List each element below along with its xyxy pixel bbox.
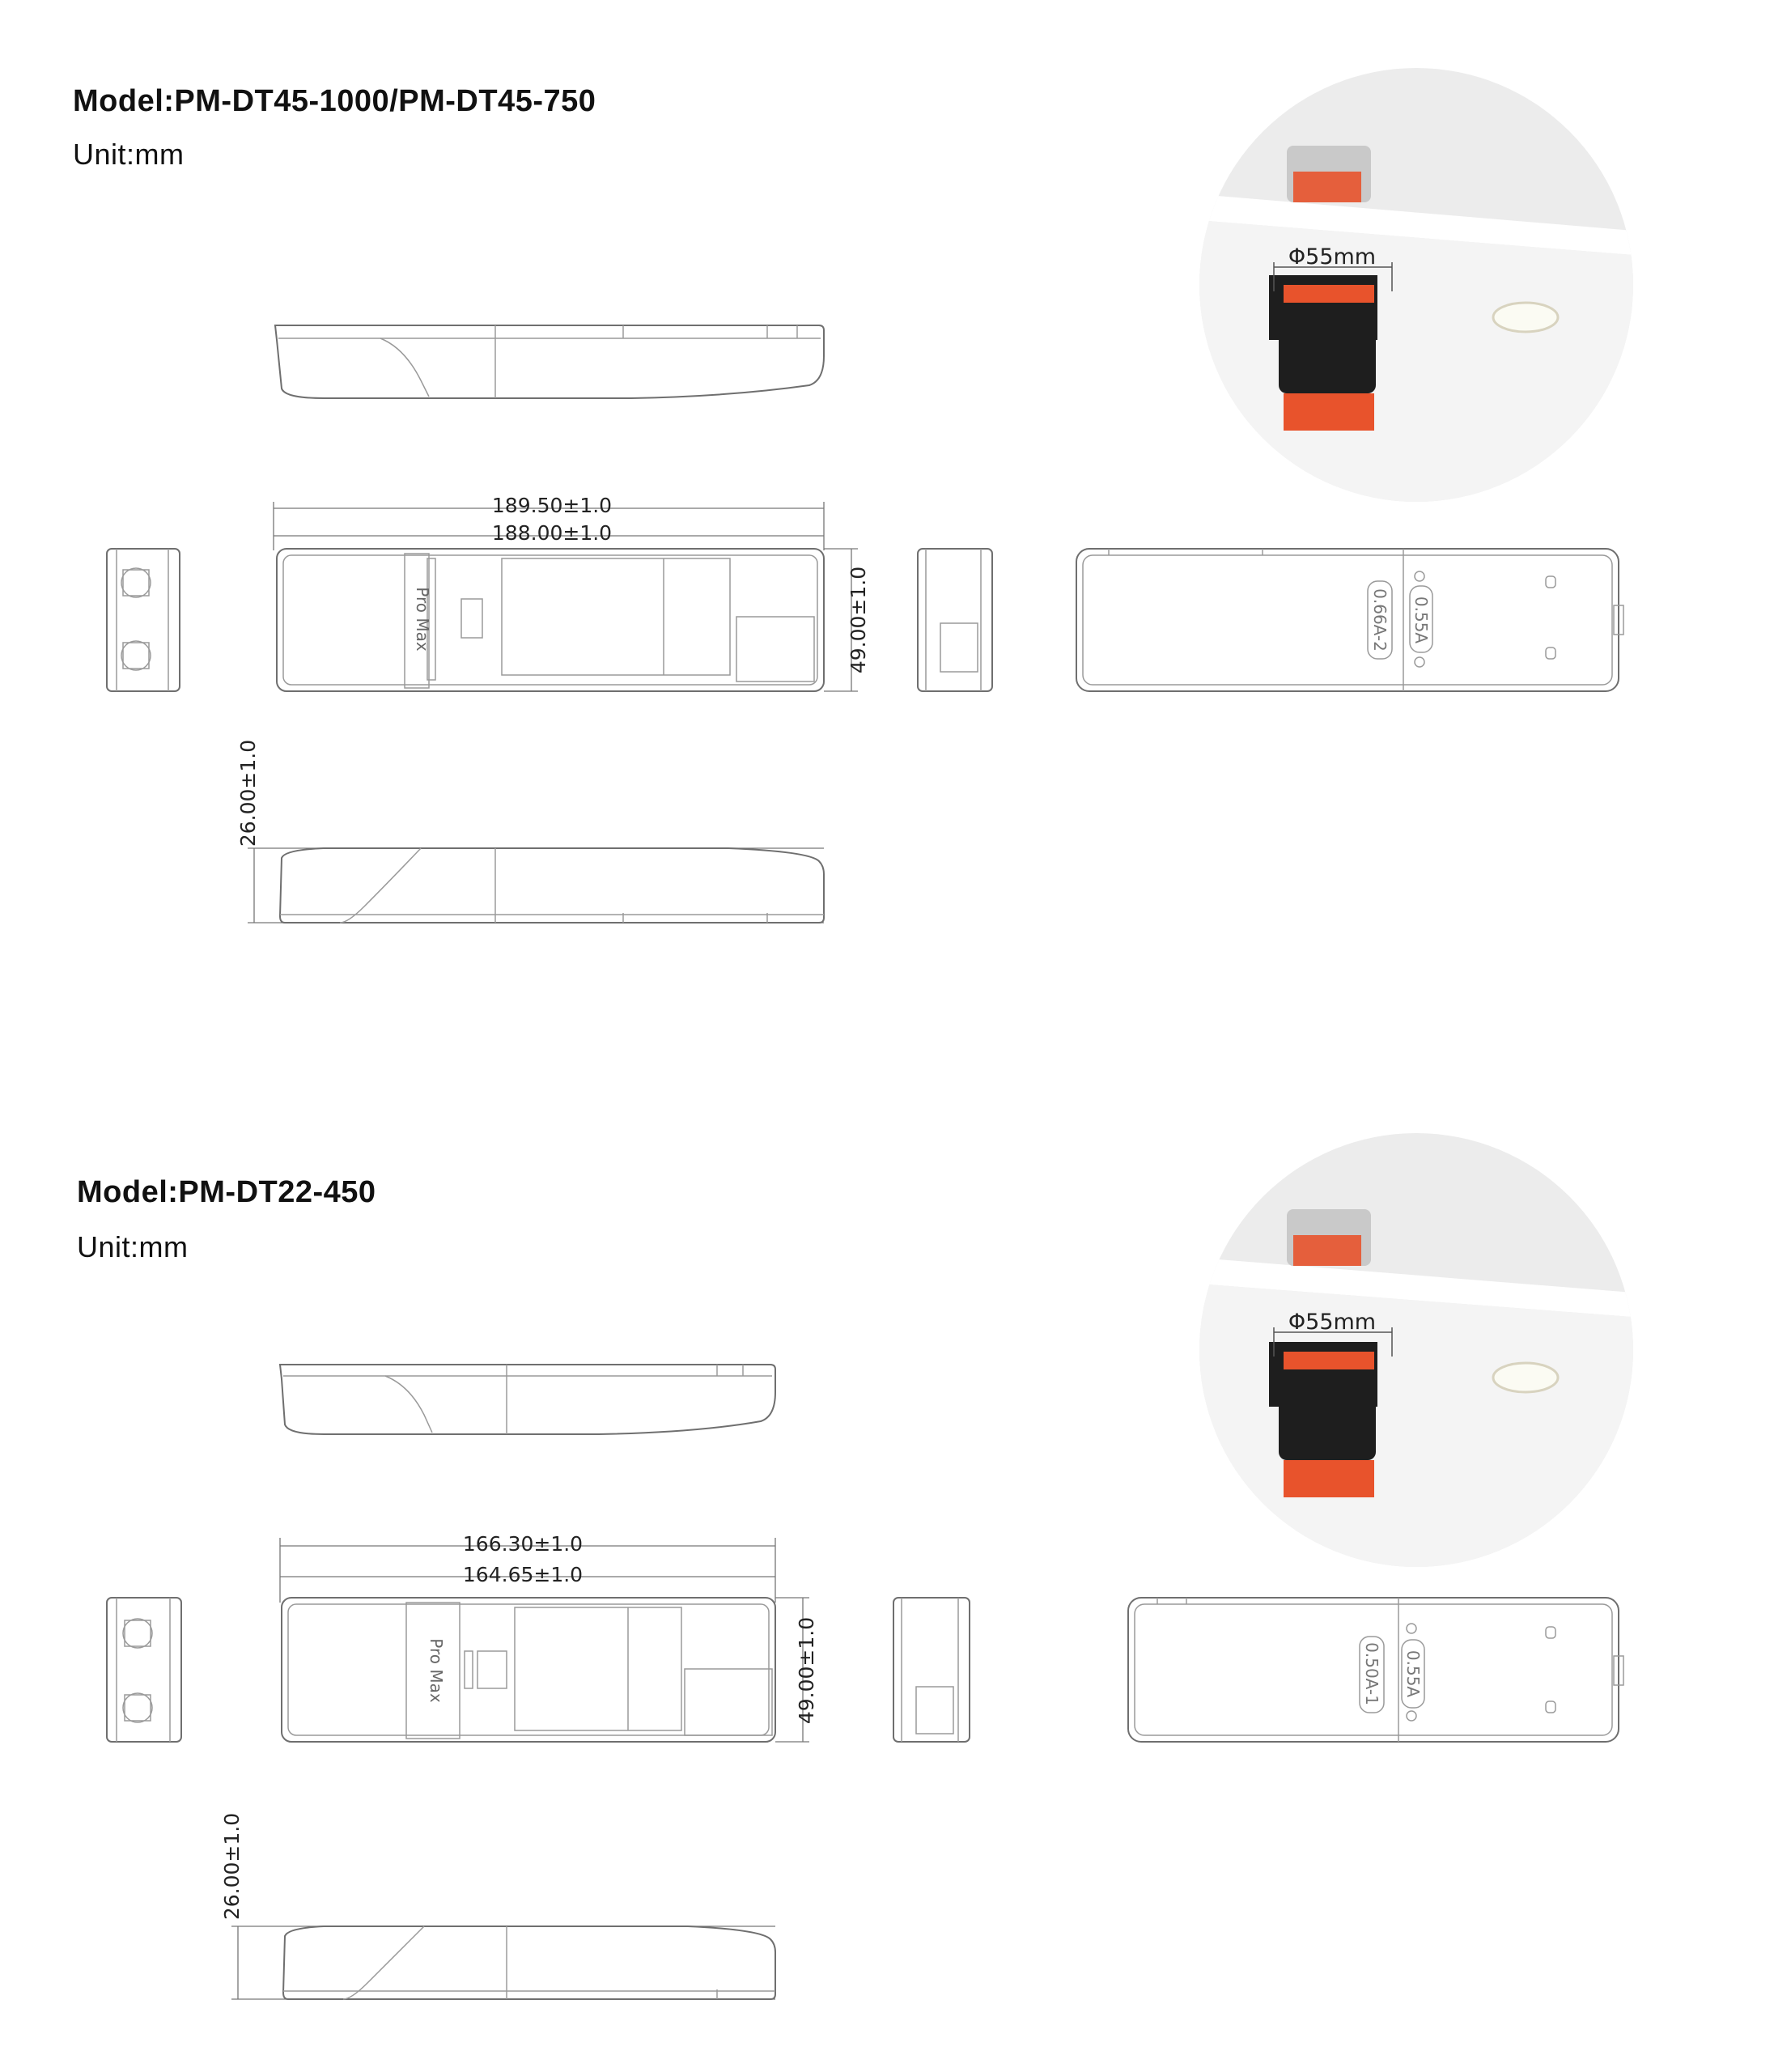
end-view-right: [918, 549, 992, 691]
length-inner-label: 188.00±1.0: [491, 521, 613, 545]
width-label: 49.00±1.0: [847, 566, 870, 674]
end-view-left: [107, 1598, 181, 1742]
model-title: Model:PM-DT22-450: [77, 1175, 376, 1209]
vertical-label-2: 0.66A-2: [1370, 588, 1390, 652]
end-view-right: [893, 1598, 970, 1742]
installation-illustration: [1198, 68, 1643, 502]
height-dimension: [231, 1926, 775, 1999]
end-view-left: [107, 549, 180, 691]
vertical-label-1: 0.55A: [1403, 1650, 1423, 1698]
side-view-top: [280, 1365, 775, 1434]
side-view-bottom: [283, 1926, 775, 1999]
length-outer-label: 166.30±1.0: [462, 1532, 584, 1556]
top-view: [282, 1598, 775, 1742]
height-dimension: [248, 848, 824, 923]
unit-label: Unit:mm: [73, 138, 185, 171]
brand-logo-text: Pro Max: [413, 587, 432, 652]
length-outer-label: 189.50±1.0: [491, 494, 613, 517]
top-view: [277, 549, 824, 691]
hole-diameter-label: Φ55mm: [1288, 244, 1377, 270]
height-label: 26.00±1.0: [220, 1812, 244, 1921]
height-label: 26.00±1.0: [236, 739, 260, 847]
bottom-view: [1128, 1598, 1623, 1742]
model-title: Model:PM-DT45-1000/PM-DT45-750: [73, 84, 596, 118]
brand-logo-text: Pro Max: [427, 1638, 446, 1703]
vertical-label-2: 0.50A-1: [1362, 1642, 1381, 1705]
unit-label: Unit:mm: [77, 1230, 189, 1263]
length-inner-label: 164.65±1.0: [462, 1563, 584, 1586]
width-label: 49.00±1.0: [795, 1616, 818, 1725]
technical-drawing: [0, 1085, 1774, 2072]
hole-diameter-label: Φ55mm: [1288, 1310, 1377, 1335]
side-view-top: [275, 325, 824, 398]
vertical-label-1: 0.55A: [1411, 596, 1431, 644]
drawing-section-2: [0, 1085, 1774, 2072]
side-view-bottom: [280, 848, 824, 923]
bottom-view: [1076, 549, 1623, 691]
installation-illustration: [1198, 1133, 1643, 1570]
